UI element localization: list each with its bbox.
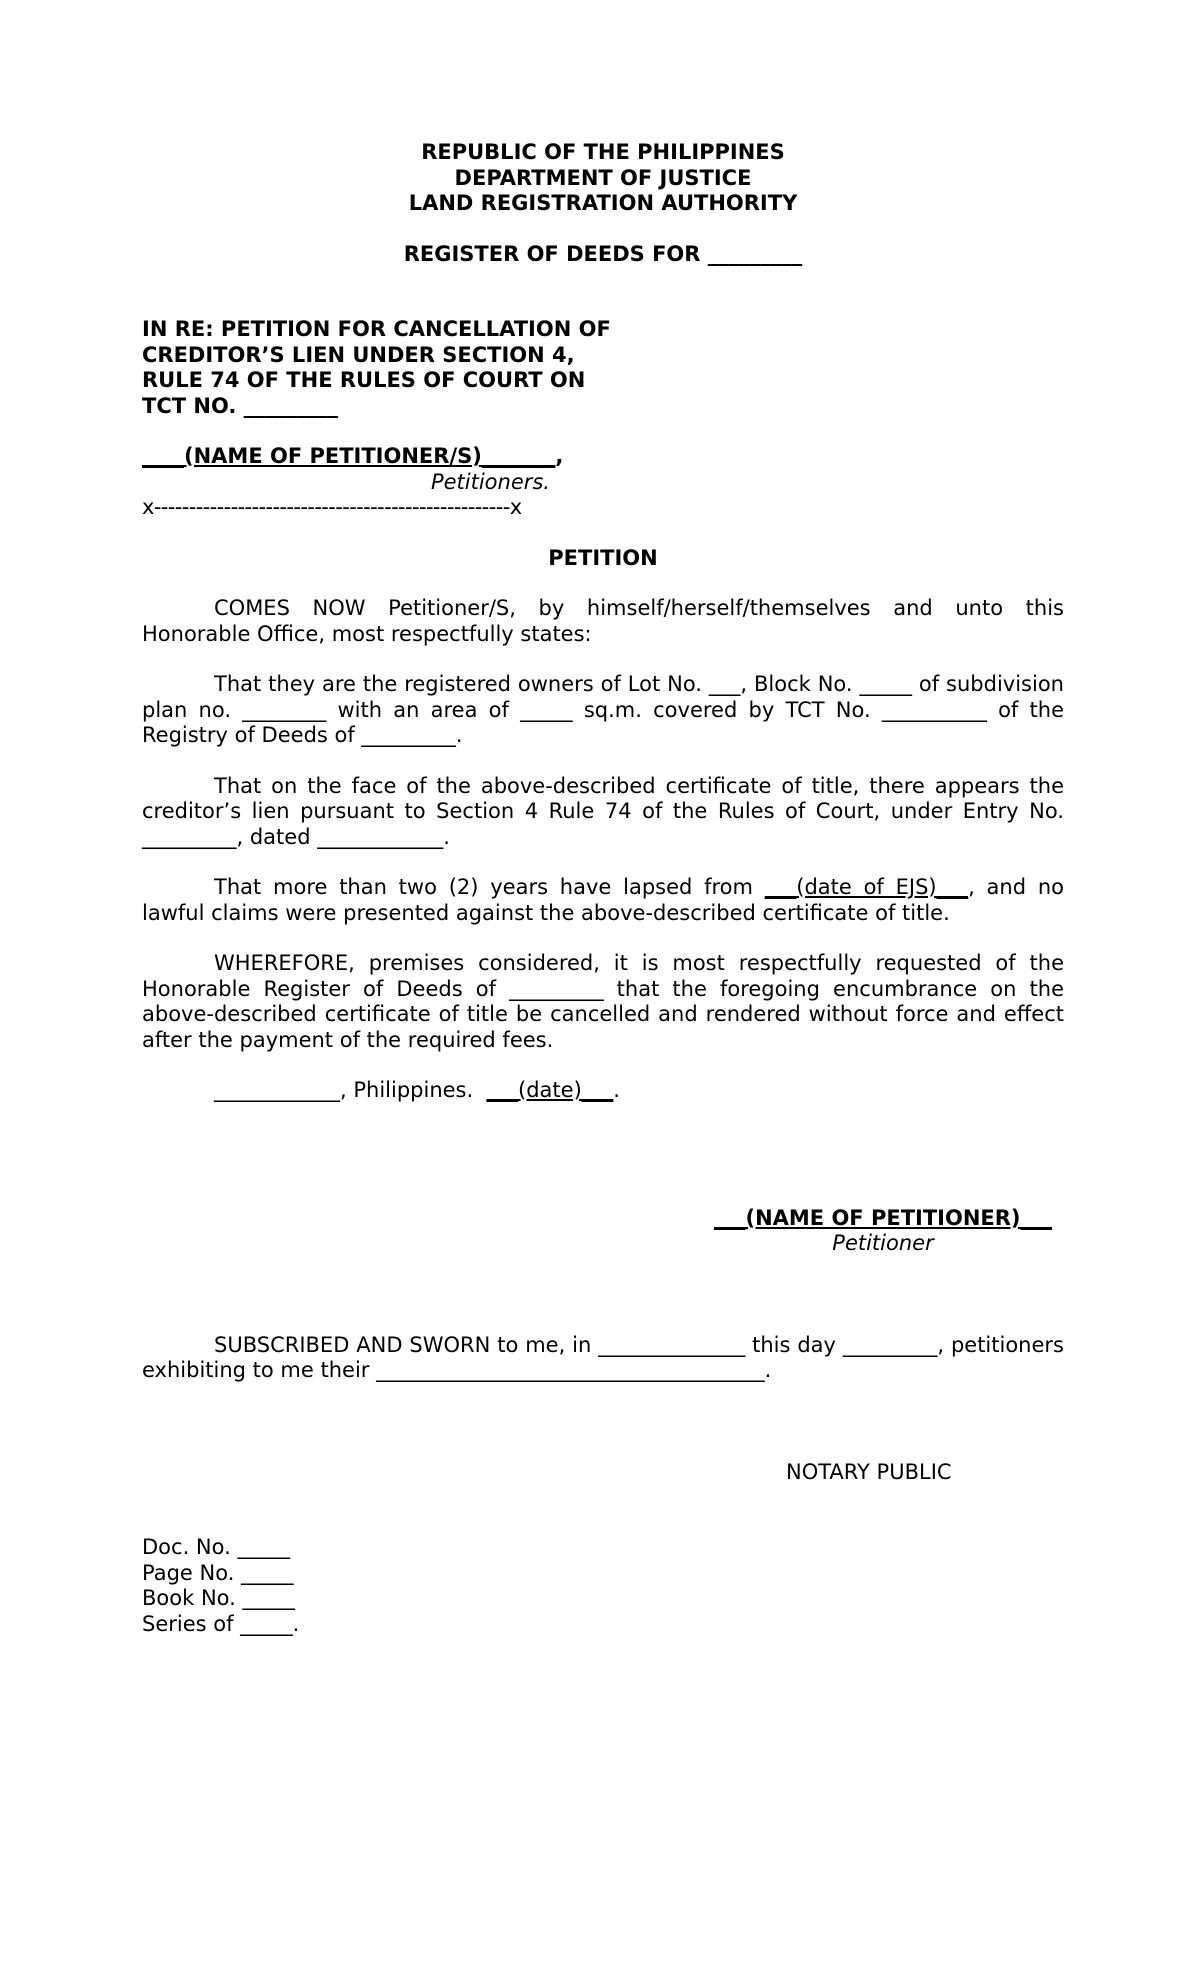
place-philippines: ____________, Philippines. <box>214 1078 487 1102</box>
header-department: DEPARTMENT OF JUSTICE <box>454 165 752 190</box>
document-body <box>142 140 1064 1637</box>
series-of: Series of _____. <box>142 1611 300 1636</box>
notarial-register <box>142 1535 1064 1637</box>
signature-petitioner-role: Petitioner <box>832 1231 934 1255</box>
header-register-of-deeds: REGISTER OF DEEDS FOR _________ <box>403 241 803 266</box>
petitioner-name: ____(NAME OF PETITIONER/S)_______ <box>142 444 556 468</box>
paragraph-registered-owners: That they are the registered owners of Lot No. ___, Block No. _____ of subdivision plan no. ________ with an area of _____ sq.m. covered by TCT No. __________ of the Registry of Deeds of _________. <box>142 672 1064 747</box>
petitioners-label: Petitioners. <box>430 469 550 494</box>
signature-petitioner-name: ___(NAME OF PETITIONER)___ <box>713 1205 1053 1230</box>
paragraph-two-years-lapsed <box>142 875 1064 926</box>
petitioner-signature-block <box>702 1206 1064 1257</box>
parties-block <box>142 444 602 521</box>
place-date-line <box>142 1078 1064 1104</box>
paragraph-comes-now: COMES NOW Petitioner/S, by himself/herself/themselves and unto this Honorable Office, most respectfully states: <box>142 596 1064 646</box>
paragraph-wherefore: WHEREFORE, premises considered, it is most respectfully requested of the Honorable Register of Deeds of _________ that the foregoing encumbrance on the above-described certificate of title be cancelled and rendered without force and effect after the payment of the required fees. <box>142 951 1064 1052</box>
caption-divider: x---------------------------------------------------x <box>142 495 522 519</box>
page-no: Page No. _____ <box>142 1560 294 1585</box>
caption-line-4: TCT NO. _________ <box>142 393 339 418</box>
header-authority: LAND REGISTRATION AUTHORITY <box>408 191 798 215</box>
document-title: PETITION <box>548 545 658 570</box>
date-blank: ___(date)___ <box>486 1078 614 1102</box>
petitioner-name-line <box>142 444 602 470</box>
p4-after: , and no lawful claims were presented against the above-described certificate of title. <box>142 875 1064 925</box>
jurat-paragraph: SUBSCRIBED AND SWORN to me, in ______________ this day _________, petitioners exhibiting to me their _____________________________________. <box>142 1332 1064 1382</box>
paragraph-creditors-lien: That on the face of the above-described certificate of title, there appears the creditor’s lien pursuant to Section 4 Rule 74 of the Rules of Court, under Entry No. _________, dated ____________. <box>142 773 1064 849</box>
case-caption <box>142 317 642 419</box>
document-header <box>142 140 1064 267</box>
doc-no: Doc. No. _____ <box>142 1535 290 1559</box>
petitioner-comma: , <box>555 444 564 468</box>
header-republic: REPUBLIC OF THE PHILIPPINES <box>421 140 785 164</box>
notary-public-label: NOTARY PUBLIC <box>786 1459 952 1484</box>
book-no: Book No. _____ <box>142 1586 295 1610</box>
caption-line-3: RULE 74 OF THE RULES OF COURT ON <box>142 368 586 392</box>
caption-line-2: CREDITOR’S LIEN UNDER SECTION 4, <box>142 342 575 367</box>
caption-line-1: IN RE: PETITION FOR CANCELLATION OF <box>142 317 611 341</box>
date-period: . <box>613 1078 620 1102</box>
date-of-ejs: ___(date of EJS)___ <box>764 875 969 899</box>
p4-before: That more than two (2) years have lapsed from <box>214 875 765 899</box>
